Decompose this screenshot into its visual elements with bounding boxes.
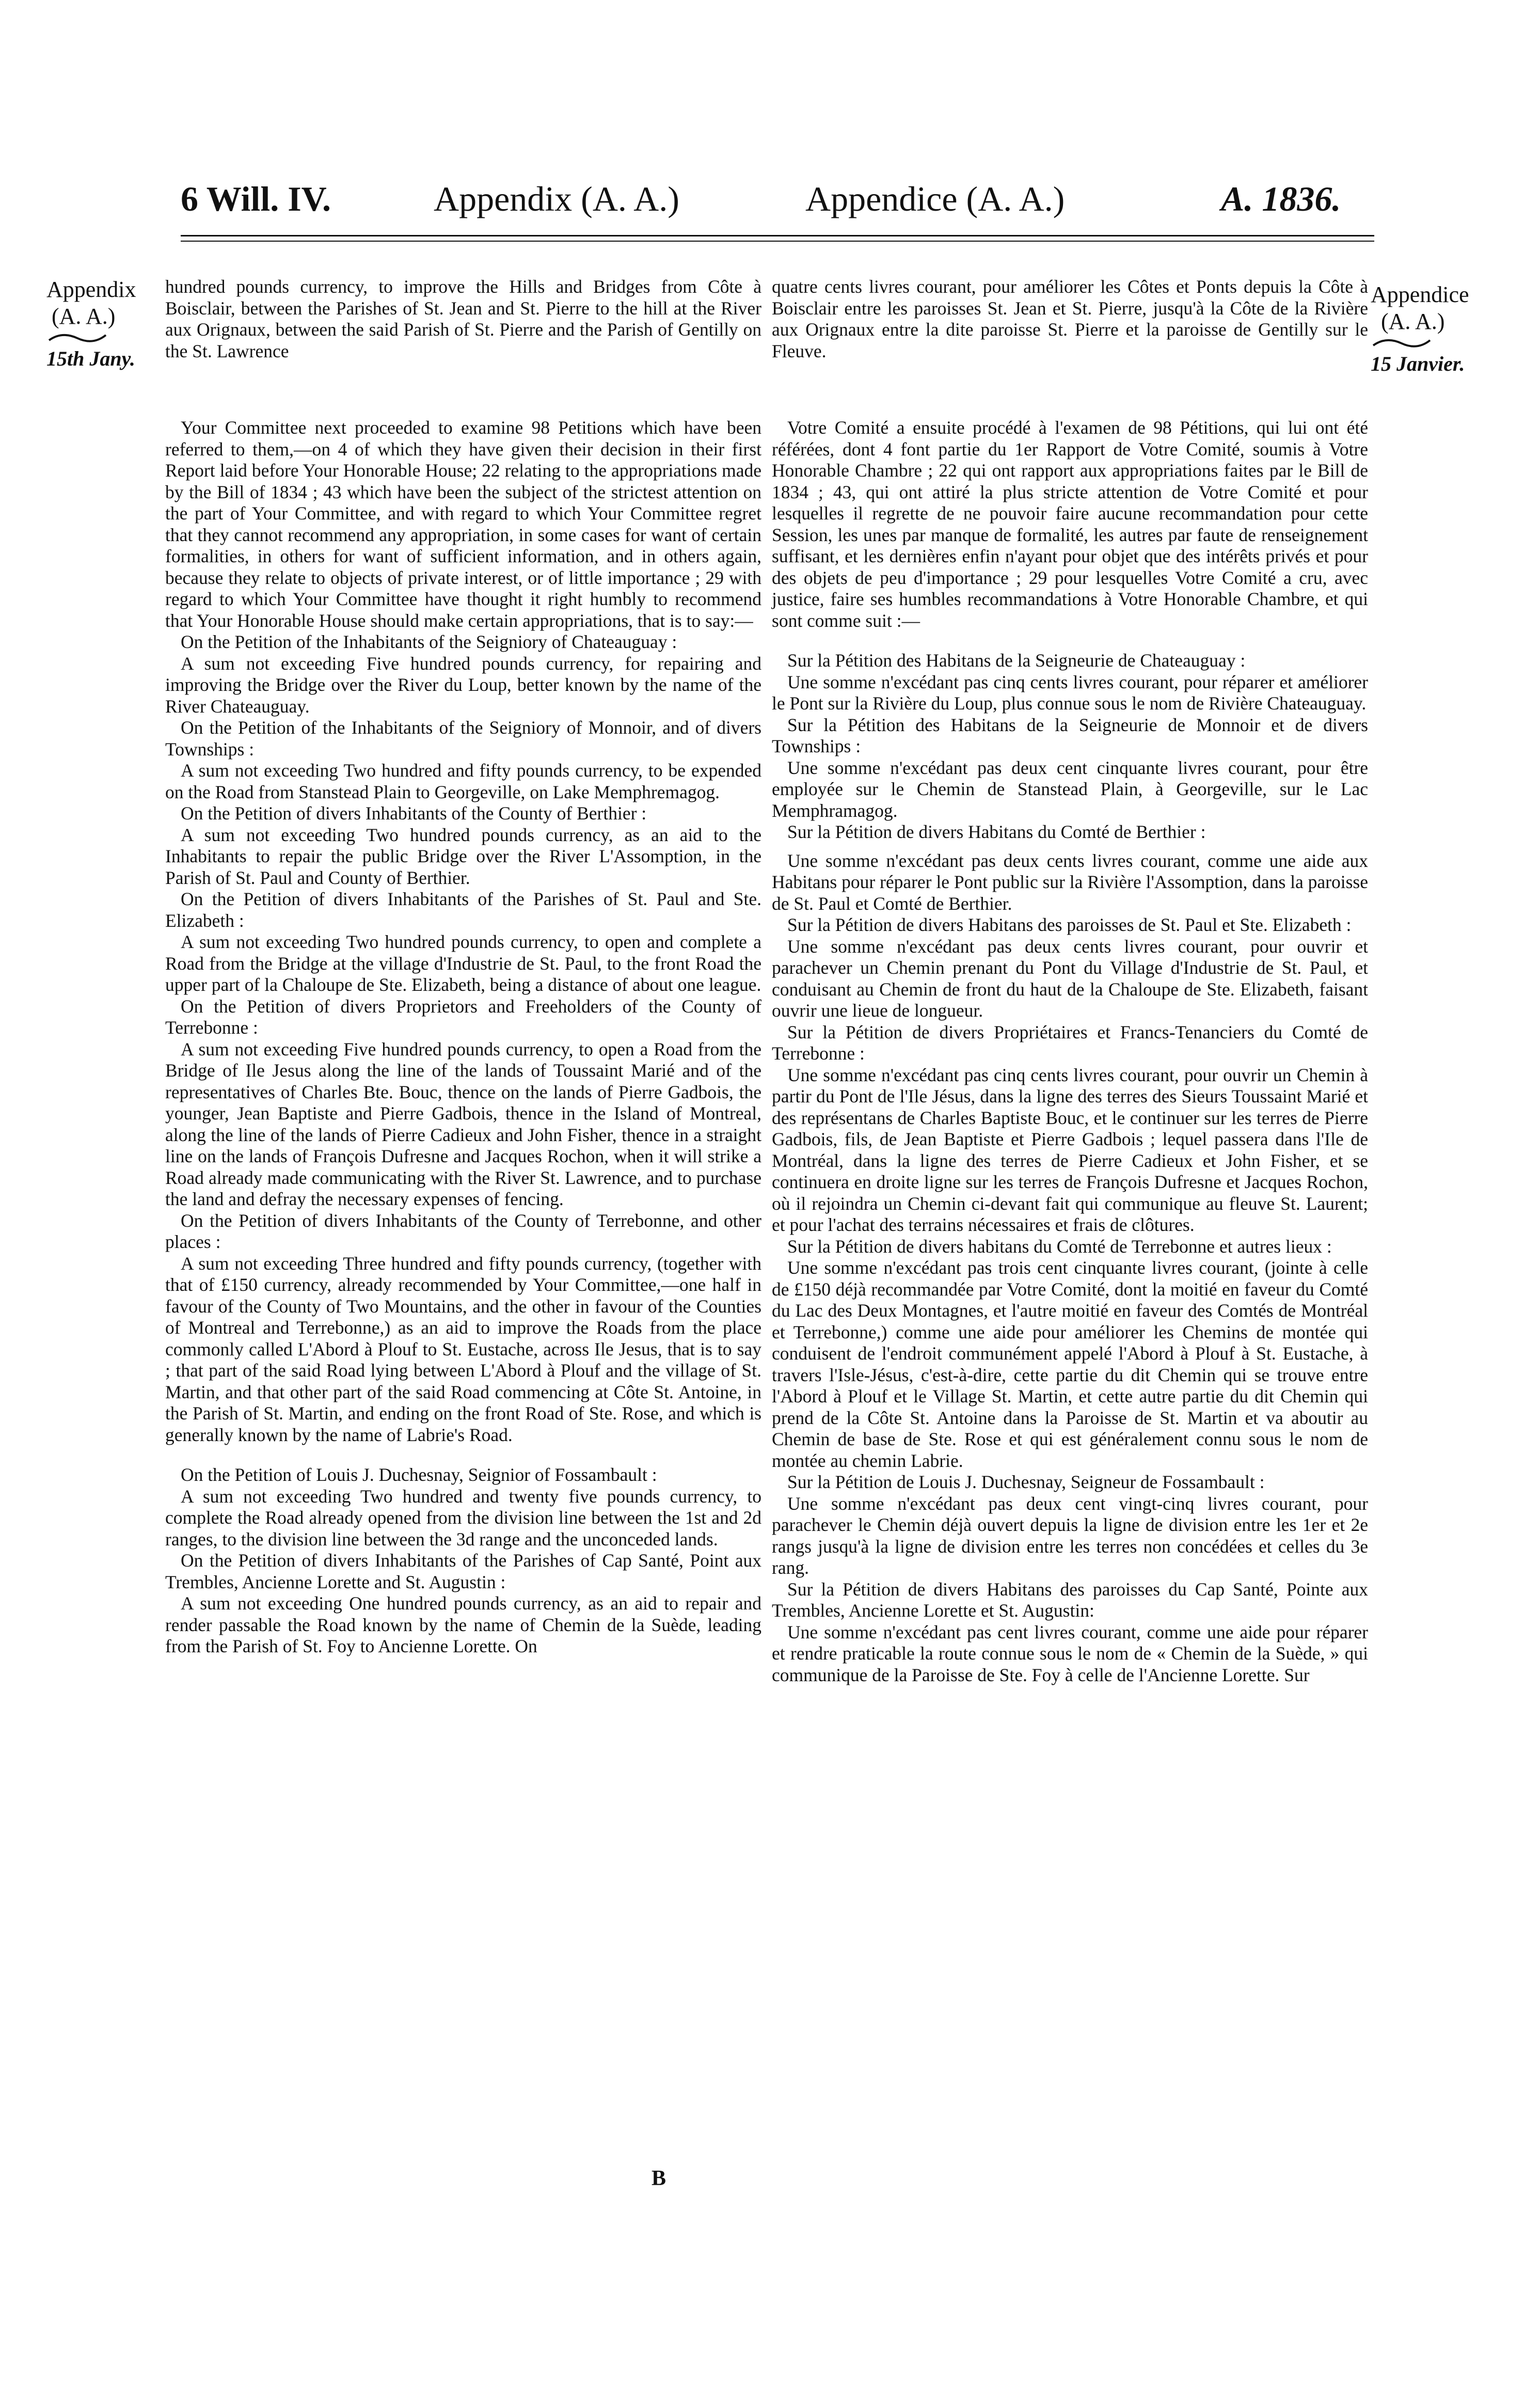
french-petition-heading: Sur la Pétition des Habitans de la Seigneurie de Monnoir et de divers Townships : — [772, 714, 1368, 756]
right-margin-sub: (A. A.) — [1381, 309, 1445, 334]
swash-ornament-icon — [46, 330, 108, 345]
french-petition-heading: Sur la Pétition des Habitans de la Seigneurie de Chateauguay : — [787, 650, 1246, 671]
french-petition-heading: Sur la Pétition de divers Propriétaires et Francs-Tenanciers du Comté de Terrebonne : — [772, 1021, 1368, 1064]
english-petition-heading: On the Petition of the Inhabitants of the Seigniory of Chateauguay : — [181, 631, 677, 652]
english-appropriation: A sum not exceeding Two hundred pounds currency, as an aid to the Inhabitants to repair the public Bridge over the River L'Assomption, in the Parish of St. Paul and County of Berthier. — [165, 824, 761, 888]
left-margin-date: 15th Jany. — [46, 347, 135, 370]
english-petition-heading: On the Petition of divers Inhabitants of the Parishes of St. Paul and Ste. Elizabeth : — [165, 889, 761, 931]
french-appropriation: Une somme n'excédant pas deux cents livres courant, comme une aide aux Habitans pour réparer le Pont public sur la Rivière l'Assomption, dans la paroisse de St. Paul et Comté de Berthier. — [772, 850, 1368, 914]
appendix-heading-fr: Appendice (A. A.) — [805, 179, 1065, 218]
french-petition-heading: Sur la Pétition de divers Habitans des paroisses de St. Paul et Ste. Elizabeth : — [787, 914, 1352, 935]
french-appropriation: Une somme n'excédant pas deux cent cinquante livres courant, pour être employée sur le Chemin de Stanstead Plain, à Georgeville, sur le Lac Memphramagog. — [772, 757, 1368, 821]
signature-mark: B — [652, 2167, 666, 2190]
left-margin-label: Appendix — [46, 277, 136, 302]
english-appropriation: A sum not exceeding Two hundred and twenty five pounds currency, to complete the Road already opened from the division line between the 1st and 2d ranges, to the division line between the 3d range and the unconceded lands. — [165, 1486, 761, 1550]
french-petition-heading: Sur la Pétition de divers Habitans du Comté de Berthier : — [787, 821, 1206, 842]
english-intro-block — [165, 276, 761, 362]
french-petition-heading: Sur la Pétition de divers Habitans des paroisses du Cap Santé, Pointe aux Trembles, Ancienne Lorette et St. Augustin: — [772, 1578, 1368, 1621]
appendix-heading-en: Appendix (A. A.) — [434, 179, 679, 218]
left-margin-sub: (A. A.) — [52, 304, 116, 329]
left-margin-note — [46, 276, 136, 372]
english-appropriation: A sum not exceeding Three hundred and fifty pounds currency, (together with that of £150 currency, already recommended by Your Committee,—one half in favour of the County of Two Mountains, and the other in favour of the Counties of Montreal and Terrebonne,) as an aid to improve the Roads from the place commonly called L'Abord à Plouf to St. Eustache, across Ile Jesus, that is to say ; that part of the said Road lying between L'Abord à Plouf and the village of St. Martin, and that other part of the said Road commencing at Côte St. Antoine, in the Parish of St. Martin, and ending on the front Road of Ste. Rose, and which is generally known by the name of Labrie's Road. — [165, 1253, 761, 1445]
english-appropriation: A sum not exceeding One hundred pounds currency, as an aid to repair and render passable the Road known by the name of Chemin de la Suède, leading from the Parish of St. Foy to Ancienne Lorette. On — [165, 1593, 761, 1656]
english-petition-heading: On the Petition of Louis J. Duchesnay, Seignior of Fossambault : — [181, 1464, 657, 1485]
french-petition-heading: Sur la Pétition de Louis J. Duchesnay, Seigneur de Fossambault : — [787, 1472, 1265, 1492]
english-petition-heading: On the Petition of divers Proprietors and Freeholders of the County of Terrebonne : — [165, 996, 761, 1038]
french-intro: quatre cents livres courant, pour améliorer les Côtes et Ponts depuis la Côte à Boisclair entre les paroisses St. Jean et St. Pierre, jusqu'à la Côte de la Rivière aux Orignaux entre la dite paroisse St. Pierre et la paroisse de Gentilly sur le Fleuve. — [772, 276, 1368, 361]
english-petition-heading: On the Petition of divers Inhabitants of the County of Berthier : — [181, 803, 647, 824]
swash-ornament-icon — [1371, 335, 1433, 351]
english-column — [165, 417, 761, 1657]
english-appropriation: A sum not exceeding Two hundred pounds currency, to open and complete a Road from the Bridge at the village d'Industrie de St. Paul, to the front Road the upper part of la Chaloupe de Ste. Elizabeth, being a distance of about one league. — [165, 931, 761, 995]
french-appropriation: Une somme n'excédant pas cinq cents livres courant, pour réparer et améliorer le Pont sur la Rivière du Loup, plus connue sous le nom de Rivière Chateauguay. — [772, 671, 1368, 714]
french-column — [772, 417, 1368, 1686]
header-rule-bottom — [181, 241, 1374, 242]
french-appropriation: Une somme n'excédant pas trois cent cinquante livres courant, (jointe à celle de £150 déjà recommandée par Votre Comité, dont la moitié en faveur du Comté du Lac des Deux Montagnes, et l'autre moitié en faveur des Comtés de Montréal et Terrebonne,) comme une aide pour améliorer les Chemins de montée qui conduisent de l'endroit communément appelé l'Abord à Plouf à St. Eustache, à travers l'Isle-Jésus, c'est-à-dire, cette partie du dit Chemin qui se trouve entre l'Abord à Plouf et le Village St. Martin, et cette autre partie du dit Chemin qui prend de la Côte St. Antoine dans la Paroisse de St. Martin et va aboutir au Chemin de base de Ste. Rose et qui est généralement connu sous le nom de montée au chemin Labrie. — [772, 1257, 1368, 1471]
french-appropriation: Une somme n'excédant pas cent livres courant, comme une aide pour réparer et rendre praticable la route connue sous le nom de « Chemin de la Suède, » qui communique de la Paroisse de Ste. Foy à celle de l'Ancienne Lorette. Sur — [772, 1621, 1368, 1685]
english-paragraph: Your Committee next proceeded to examine 98 Petitions which have been referred to them,—on 4 of which they have given their decision in their first Report laid before Your Honorable House; 22 relating to the appropriations made by the Bill of 1834 ; 43 which have been the subject of the strictest attention on the part of Your Committee, and with regard to which Your Committee regret that they cannot recommend any appropriation, in some cases for want of certain formalities, in others for want of sufficient information, and in others again, because they relate to objects of private interest, or of little importance ; 29 with regard to which Your Committee have thought it right humbly to recommend that Your Honorable House should make certain appropriations, that is to say:— — [165, 417, 761, 631]
french-appropriation: Une somme n'excédant pas cinq cents livres courant, pour ouvrir un Chemin à partir du Pont de l'Ile Jésus, dans la ligne des terres des Sieurs Toussaint Marié et des représentans de Charles Baptiste Bouc, et le continuer sur les terres de Pierre Gadbois, fils, de Jean Baptiste et Pierre Gadbois ; lequel passera dans l'Ile de Montréal, dans la ligne des terres de Pierre Cadieux et John Fisher, et se continuera en droite ligne sur les terres de François Dufresne et Jacques Rochon, où il rejoindra un Chemin ci-devant fait qui communique au fleuve St. Laurent; et pour l'achat des terrains nécessaires et frais de clôtures. — [772, 1064, 1368, 1235]
french-petition-heading: Sur la Pétition de divers habitans du Comté de Terrebonne et autres lieux : — [787, 1236, 1332, 1257]
right-margin-label: Appendice — [1371, 282, 1469, 307]
year-label: A. 1836. — [1221, 179, 1341, 218]
french-intro-block — [772, 276, 1368, 362]
french-paragraph: Votre Comité a ensuite procédé à l'examen de 98 Pétitions, qui lui ont été référées, dont 4 font partie du 1er Rapport de Votre Comité, soumis à Votre Honorable Chambre ; 22 qui ont rapport aux appropriations faites par le Bill de 1834 ; 43, qui ont attiré la plus stricte attention de Votre Comité et pour lesquelles il regrette de ne pouvoir faire aucune recommandation pour cette Session, les unes par manque de formalité, les autres par faute de renseignement suffisant, et les dernières enfin n'ayant pour objet que des intérêts privés et pour des objets de peu d'importance ; 29 pour lesquelles Votre Comité a cru, avec justice, faire ses humbles recommandations à Votre Honorable Chambre, et qui sont comme suit :— — [772, 417, 1368, 631]
right-margin-date: 15 Janvier. — [1371, 352, 1465, 375]
english-intro: hundred pounds currency, to improve the Hills and Bridges from Côte à Boisclair, between the Parishes of St. Jean and St. Pierre to the hill at the River aux Orignaux, between the said Parish of St. Pierre and the Parish of Gentilly on the St. Lawrence — [165, 276, 761, 361]
header-rule-top — [181, 235, 1374, 236]
right-margin-note — [1371, 281, 1469, 377]
english-petition-heading: On the Petition of divers Inhabitants of the County of Terrebonne, and other places : — [165, 1210, 761, 1252]
english-appropriation: A sum not exceeding Five hundred pounds currency, for repairing and improving the Bridge over the River du Loup, better known by the name of the River Chateauguay. — [165, 653, 761, 717]
english-appropriation: A sum not exceeding Five hundred pounds currency, to open a Road from the Bridge of Ile Jesus along the line of the lands of Toussaint Marié and of the representatives of Charles Bte. Bouc, thence on the lands of Pierre Gadbois, the younger, Jean Baptiste and Pierre Gadbois, thence in the Island of Montreal, along the line of the lands of Pierre Cadieux and John Fisher, thence in a straight line on the lands of François Dufresne and Jacques Rochon, when it will strike a Road already made communicating with the River St. Lawrence, and to purchase the land and defray the necessary expenses of fencing. — [165, 1038, 761, 1209]
english-appropriation: A sum not exceeding Two hundred and fifty pounds currency, to be expended on the Road from Stanstead Plain to Georgeville, on Lake Memphremagog. — [165, 760, 761, 802]
english-petition-heading: On the Petition of the Inhabitants of the Seigniory of Monnoir, and of divers Townships : — [165, 717, 761, 760]
french-appropriation: Une somme n'excédant pas deux cent vingt-cinq livres courant, pour parachever le Chemin déjà ouvert depuis la ligne de division entre les 1er et 2e rangs jusqu'à la ligne de division entre les terres non concédées et celles du 3e rang. — [772, 1493, 1368, 1578]
session-label: 6 Will. IV. — [181, 179, 331, 218]
french-appropriation: Une somme n'excédant pas deux cents livres courant, pour ouvrir et parachever un Chemin prenant du Pont du Village d'Industrie de St. Paul, et conduisant au Chemin de front du haut de la Chaloupe de Ste. Elizabeth, faisant ouvrir une lieue de longueur. — [772, 936, 1368, 1021]
english-petition-heading: On the Petition of divers Inhabitants of the Parishes of Cap Santé, Point aux Trembles, Ancienne Lorette and St. Augustin : — [165, 1550, 761, 1592]
